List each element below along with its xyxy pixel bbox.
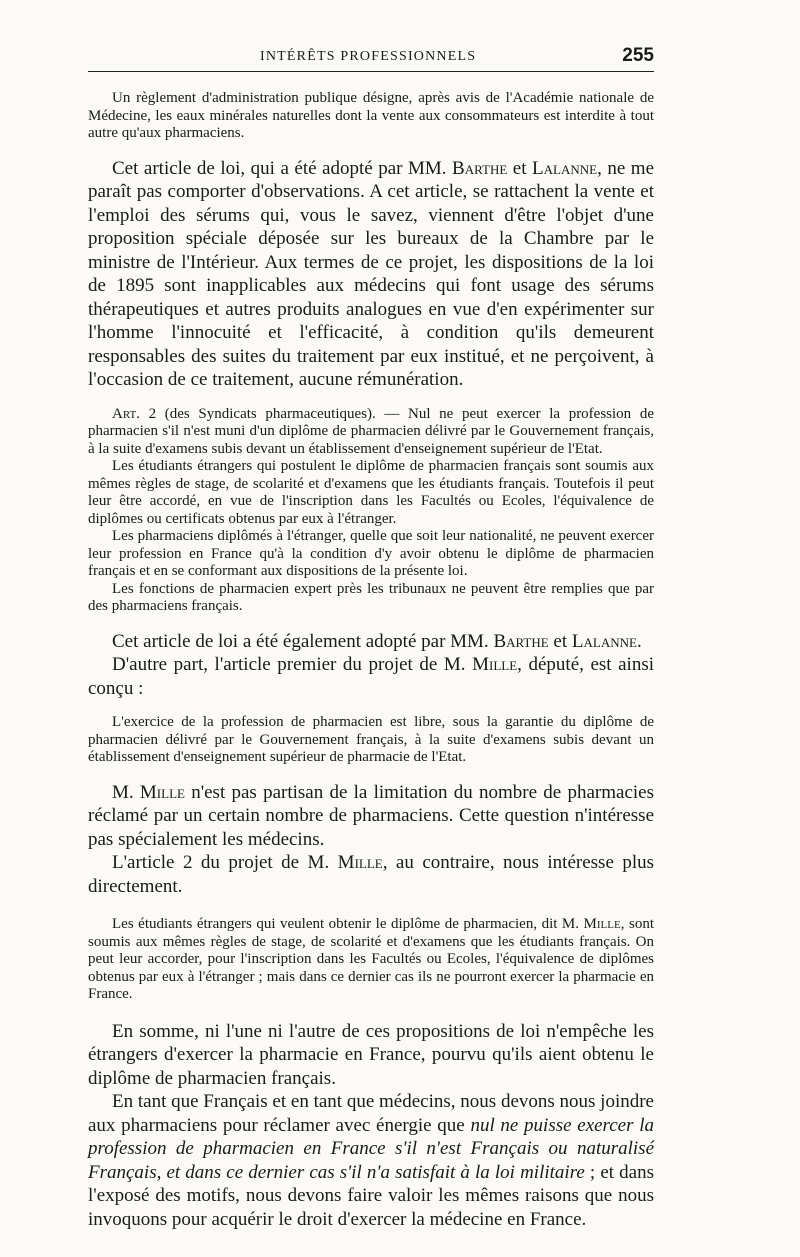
page-header	[88, 45, 654, 72]
article-2-paragraph: Les fonctions de pharmacien expert près les tribunaux ne peuvent être remplies que par des pharmaciens français.	[88, 580, 654, 614]
paragraph: Cet article de loi, qui a été adopté par MM. Barthe et Lalanne, ne me paraît pas comporter d'observations. A cet article, se rattachent la vente et l'emploi des sérums qui, vous le savez, viennent d'être l'objet d'une proposition spéciale déposée sur les bureaux de la Chambre par le ministre de l'Intérieur. Aux termes de ce projet, les dispositions de la loi de 1895 sont inapplicables aux médecins qui font usage des sérums thérapeutiques et autres produits analogues en vue d'en expérimenter sur l'homme l'innocuité et l'efficacité, à condition qu'ils demeurent responsables des suites du traitement par eux institué, et ne perçoivent, à l'occasion de ce traitement, aucune rémunération.	[88, 157, 655, 390]
paragraph: M. Mille n'est pas partisan de la limitation du nombre de pharmacies réclamé par un certain nombre de pharmaciens. Cette question n'intéresse pas spécialement les médecins.	[88, 781, 654, 850]
paragraph: L'article 2 du projet de M. Mille, au contraire, nous intéresse plus directement.	[88, 852, 655, 897]
author-name: Mille	[139, 781, 185, 803]
law-excerpt-paragraph: Un règlement d'administration publique désigne, après avis de l'Académie nationale de Médecine, les eaux minérales naturelles dont la vente aux consommateurs est interdite à tout autre qu'aux pharmaciens.	[88, 90, 654, 141]
paragraph: Cet article de loi a été également adopté par MM. Barthe et Lalanne.	[112, 630, 642, 652]
author-name: Barthe	[452, 157, 508, 179]
quoted-article: L'exercice de la profession de pharmacien est libre, sous la garantie du diplôme de pharmacien délivré par le Gouvernement français, à la suite d'examens subis devant un établissement d'enseignement supérieur de pharmacie de l'Etat.	[88, 714, 654, 765]
page-number: 255	[622, 45, 654, 66]
paragraph: D'autre part, l'article premier du projet de M. Mille, député, est ainsi conçu :	[88, 654, 655, 699]
author-name: Lalanne	[571, 630, 637, 652]
author-name: Mille	[472, 654, 518, 675]
author-name: Barthe	[493, 630, 549, 652]
paragraph: En somme, ni l'une ni l'autre de ces propositions de loi n'empêche les étrangers d'exercer la pharmacie en France, pourvu qu'ils aient obtenu le diplôme de pharmacien français.	[88, 1020, 654, 1089]
paragraph: En tant que Français et en tant que médecins, nous devons nous joindre aux pharmaciens pour réclamer avec énergie que nul ne puisse exercer la profession de pharmacien en France s'il n'est Français ou naturalisé Français, et dans ce dernier cas s'il n'a satisfait à la loi militaire ; et dans l'exposé des motifs, nous devons faire valoir les mêmes raisons que nous invoquons pour acquérir le droit d'exercer la médecine en France.	[88, 1091, 654, 1230]
running-head: INTÉRÊTS PROFESSIONNELS	[260, 49, 477, 64]
author-name: Mille	[337, 852, 383, 873]
article-2-paragraph: Les étudiants étrangers qui postulent le diplôme de pharmacien français sont soumis aux mêmes règles de stage, de scolarité et d'examens que les étudiants français. Toutefois il peut leur être accordé, en vue de l'inscription dans les Facultés ou Ecoles, l'équivalence de diplômes ou certificats obtenus par eux à l'étranger.	[88, 458, 654, 527]
article-label: Art. 2	[112, 405, 157, 422]
author-name: Lalanne	[532, 157, 598, 179]
article-2-paragraph: Art. 2 (des Syndicats pharmaceutiques). — Nul ne peut exercer la profession de pharmacien s'il n'est muni d'un diplôme de pharmacien délivré par le Gouvernement français, à la suite d'examens subis devant un établissement d'enseignement supérieur de l'Etat.	[88, 405, 654, 457]
author-name: Mille	[583, 916, 621, 932]
quoted-article: Les étudiants étrangers qui veulent obtenir le diplôme de pharmacien, dit M. Mille, sont soumis aux mêmes règles de stage, de scolarité et d'examens que les étudiants français. On peut leur accorder, pour l'inscription dans les Facultés ou Ecoles, l'équivalence de diplômes obtenus par eux à l'étranger ; mais dans ce dernier cas ils ne pourront exercer la pharmacie en France.	[88, 916, 654, 1002]
page-body	[88, 90, 654, 1231]
emphasis-text: nul ne puisse exercer la profession de pharmacien en France s'il n'est Français ou naturalisé Français, et dans ce dernier cas s'il n'a satisfait à la loi militaire	[88, 1114, 654, 1183]
article-2-paragraph: Les pharmaciens diplômés à l'étranger, quelle que soit leur nationalité, ne peuvent exercer leur profession en France qu'à la condition d'y avoir obtenu le diplôme de pharmacien français et en se conformant aux dispositions de la présente loi.	[88, 528, 654, 579]
